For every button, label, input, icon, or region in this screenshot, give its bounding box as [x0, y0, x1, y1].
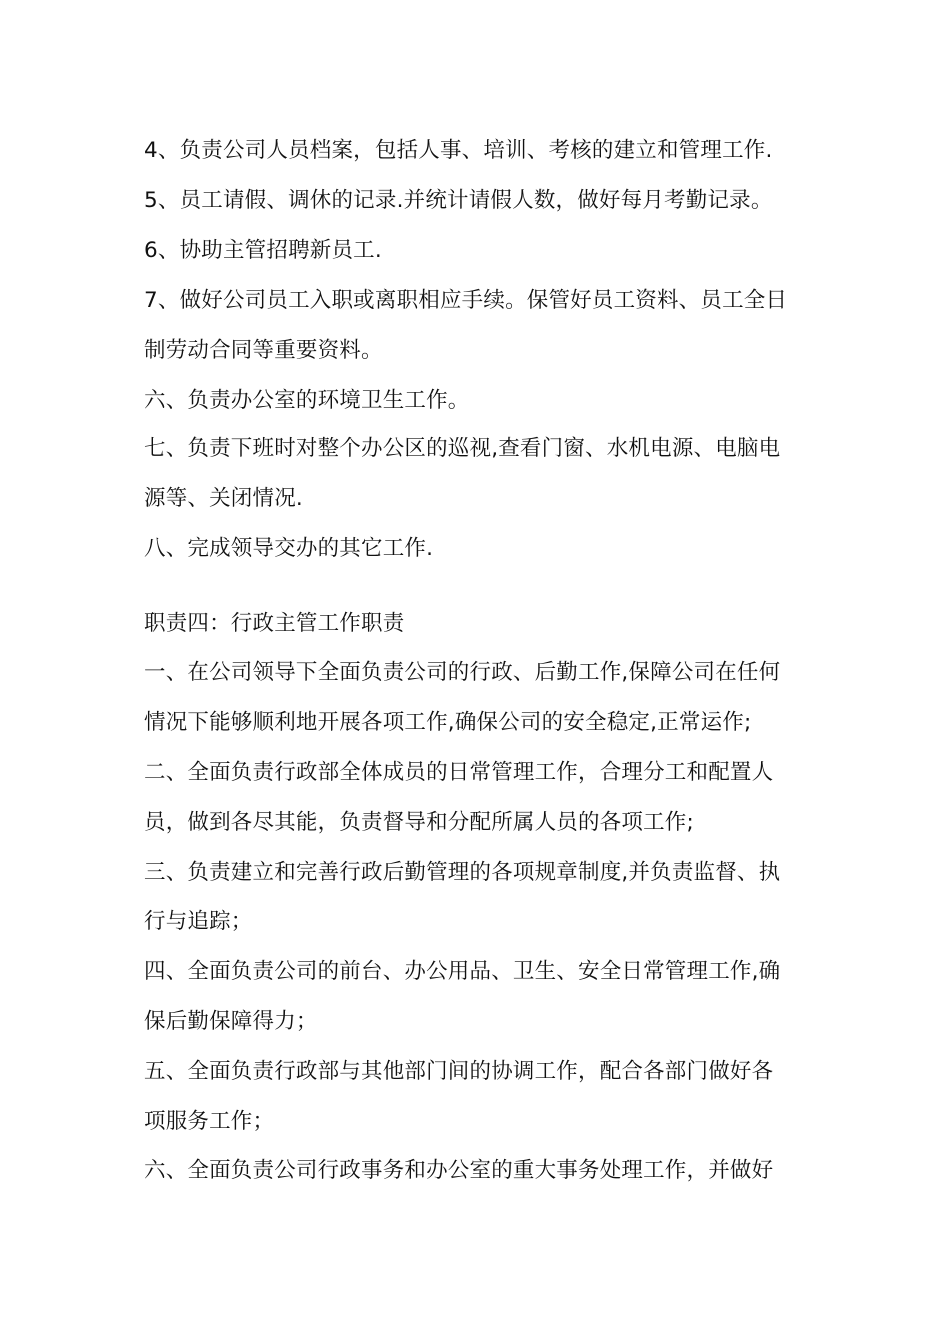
text-line: 一、在公司领导下全面负责公司的行政、后勤工作,保障公司在任何 — [144, 660, 781, 685]
text-line: 四、全面负责公司的前台、办公用品、卫生、安全日常管理工作,确 — [144, 959, 781, 984]
text-line: 七、负责下班时对整个办公区的巡视,查看门窗、水机电源、电脑电 — [144, 436, 781, 461]
text-line: 源等、关闭情况. — [144, 486, 303, 511]
text-line: 员，做到各尽其能，负责督导和分配所属人员的各项工作; — [144, 810, 694, 835]
section-heading: 职责四：行政主管工作职责 — [144, 611, 405, 636]
text-line: 三、负责建立和完善行政后勤管理的各项规章制度,并负责监督、执 — [144, 860, 781, 885]
text-line: 八、完成领导交办的其它工作. — [144, 536, 434, 561]
text-line: 六、全面负责公司行政事务和办公室的重大事务处理工作，并做好 — [144, 1158, 774, 1183]
text-line: 7、做好公司员工入职或离职相应手续。保管好员工资料、员工全日 — [144, 288, 788, 313]
text-line: 二、全面负责行政部全体成员的日常管理工作，合理分工和配置人 — [144, 760, 774, 785]
text-line: 五、全面负责行政部与其他部门间的协调工作，配合各部门做好各 — [144, 1059, 774, 1084]
text-line: 保后勤保障得力； — [144, 1009, 318, 1034]
text-line: 情况下能够顺利地开展各项工作,确保公司的安全稳定,正常运作; — [144, 710, 752, 735]
text-line: 项服务工作； — [144, 1109, 275, 1134]
text-line: 6、协助主管招聘新员工. — [144, 238, 382, 263]
text-line: 4、负责公司人员档案，包括人事、培训、考核的建立和管理工作. — [144, 138, 773, 163]
text-line: 5、员工请假、调休的记录.并统计请假人数，做好每月考勤记录。 — [144, 188, 773, 213]
text-line: 制劳动合同等重要资料。 — [144, 338, 383, 363]
text-line: 六、负责办公室的环境卫生工作。 — [144, 388, 470, 413]
text-line: 行与追踪； — [144, 909, 253, 934]
